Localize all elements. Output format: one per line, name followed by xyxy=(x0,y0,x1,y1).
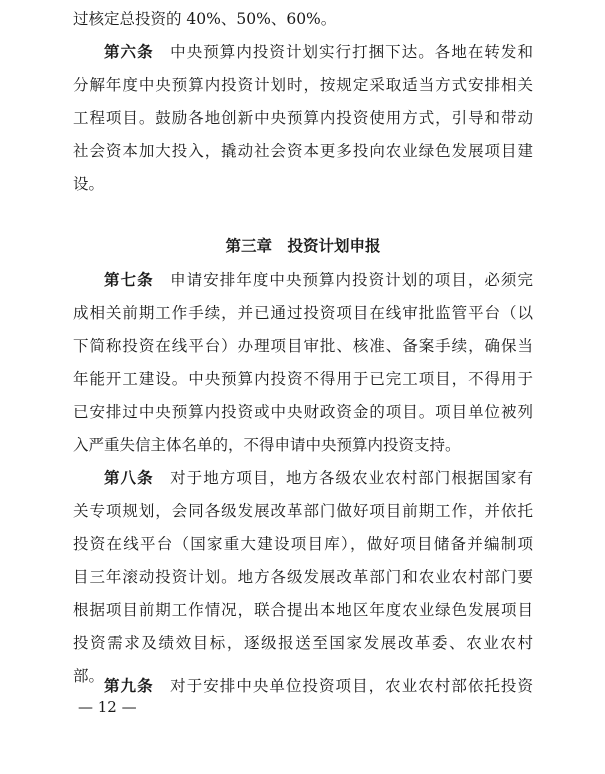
text-line xyxy=(73,141,533,161)
text-line xyxy=(73,600,533,620)
page-number: — 12 — xyxy=(78,698,137,716)
text-span: 入严重失信主体名单的，不得申请中央预算内投资支持。 xyxy=(73,436,461,454)
text-span: 对于地方项目，地方各级农业农村部门根据国家有 xyxy=(170,469,533,487)
text-span: 设。 xyxy=(73,175,105,193)
article-6-heading: 第六条 xyxy=(104,42,154,61)
text-span: 根据项目前期工作情况，联合提出本地区年度农业绿色发展项目 xyxy=(73,601,533,619)
text-line xyxy=(73,534,533,554)
article-6-first-line xyxy=(73,42,533,62)
text-span: 年能开工建设。中央预算内投资不得用于已完工项目，不得用于 xyxy=(73,370,533,388)
text-span: 投资需求及绩效目标，逐级报送至国家发展改革委、农业农村 xyxy=(73,634,533,652)
text-span: 关专项规划，会同各级发展改革部门做好项目前期工作，并依托 xyxy=(73,502,533,520)
text-line xyxy=(73,75,533,95)
article-7-heading: 第七条 xyxy=(104,270,154,289)
text-line xyxy=(73,108,533,128)
article-8-first-line xyxy=(73,468,533,488)
text-span: 工程项目。鼓励各地创新中央预算内投资使用方式，引导和带动 xyxy=(73,109,533,127)
text-span: 中央预算内投资计划实行打捆下达。各地在转发和 xyxy=(170,43,533,61)
text-span: 对于安排中央单位投资项目，农业农村部依托投资 xyxy=(170,677,533,695)
article-9-heading: 第九条 xyxy=(104,676,154,695)
text-line xyxy=(73,336,533,356)
article-8-heading: 第八条 xyxy=(104,468,154,487)
text-span: 申请安排年度中央预算内投资计划的项目，必须完 xyxy=(170,271,533,289)
text-line xyxy=(73,402,533,422)
text-span: 投资在线平台（国家重大建设项目库），做好项目储备并编制项 xyxy=(73,535,533,553)
text-line xyxy=(73,369,533,389)
text-line xyxy=(73,9,533,29)
article-7-first-line xyxy=(73,270,533,290)
text-span: 分解年度中央预算内投资计划时，按规定采取适当方式安排相关 xyxy=(73,76,533,94)
text-span: 成相关前期工作手续，并已通过投资项目在线审批监管平台（以 xyxy=(73,304,533,322)
text-line xyxy=(73,303,533,323)
text-span: 目三年滚动投资计划。地方各级发展改革部门和农业农村部门要 xyxy=(73,568,533,586)
text-span: 社会资本加大投入，撬动社会资本更多投向农业绿色发展项目建 xyxy=(73,142,533,160)
article-9-first-line xyxy=(73,676,533,696)
chapter-heading: 第三章 投资计划申报 xyxy=(225,236,381,255)
text-line xyxy=(73,633,533,653)
text-line xyxy=(73,567,533,587)
text-span: 部。 xyxy=(73,667,105,685)
text-span: 下简称投资在线平台）办理项目审批、核准、备案手续，确保当 xyxy=(73,337,533,355)
text-line xyxy=(73,501,533,521)
text-span: 过核定总投资的 40%、50%、60%。 xyxy=(73,10,337,28)
text-span: 已安排过中央预算内投资或中央财政资金的项目。项目单位被列 xyxy=(73,403,533,421)
text-line xyxy=(73,174,533,194)
text-line xyxy=(73,435,533,455)
